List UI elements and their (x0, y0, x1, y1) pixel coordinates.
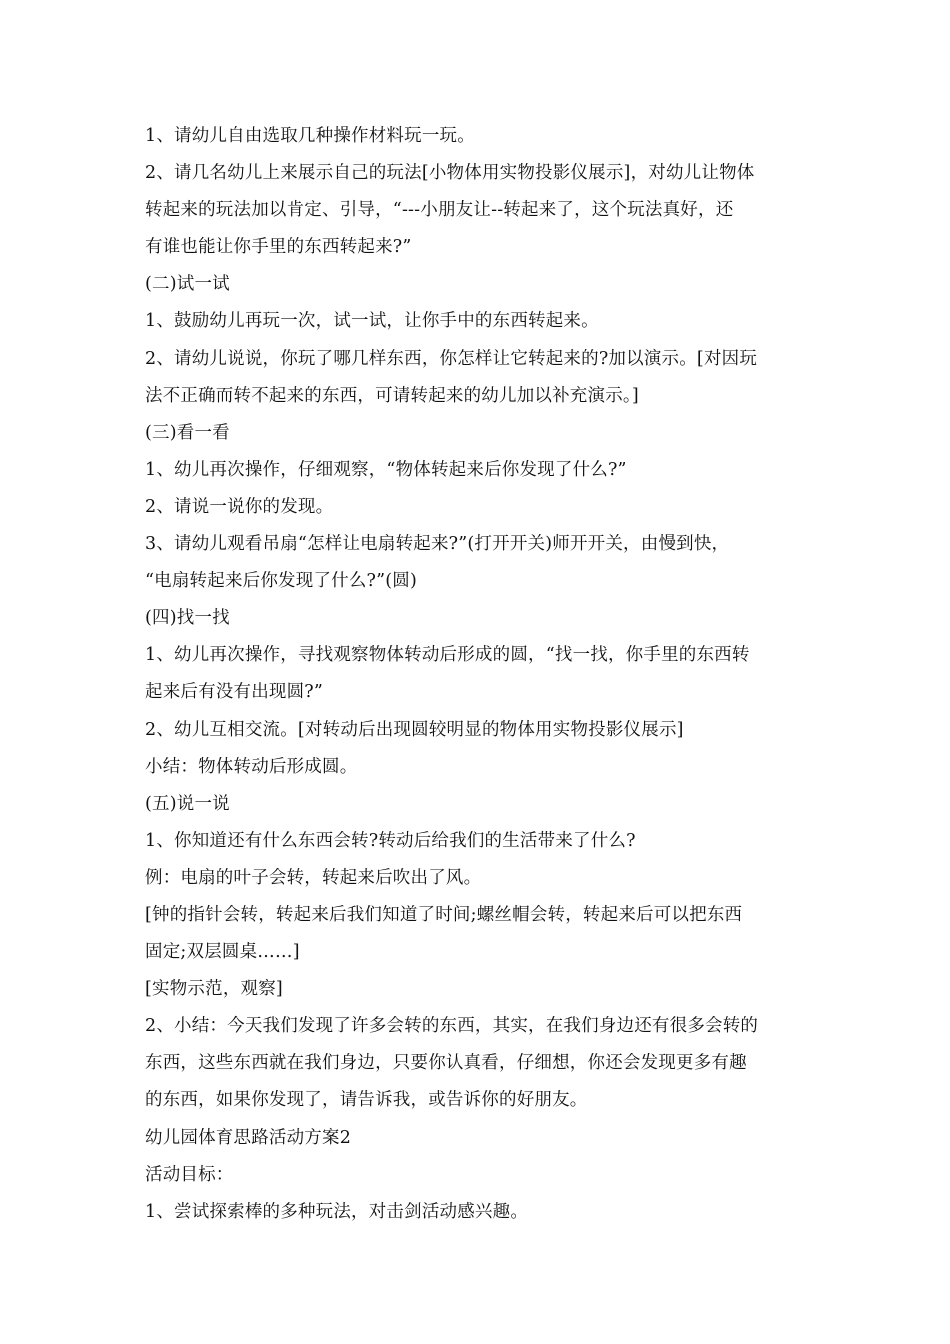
section-heading: (二)试一试 (145, 274, 230, 295)
text-line: [钟的指针会转，转起来后我们知道了时间;螺丝帽会转，转起来后可以把东西 (145, 904, 743, 925)
text-line: 1、幼儿再次操作，寻找观察物体转动后形成的圆，“找一找，你手里的东西转 (145, 645, 750, 666)
text-line: 3、请幼儿观看吊扇“怎样让电扇转起来?”(打开开关)师开开关，由慢到快， (145, 534, 730, 555)
text-line: 2、幼儿互相交流。[对转动后出现圆较明显的物体用实物投影仪展示] (145, 719, 684, 740)
text-line: “电扇转起来后你发现了什么?”(圆) (145, 571, 418, 592)
text-line: 2、请说一说你的发现。 (145, 496, 334, 517)
text-line: 1、请幼儿自由选取几种操作材料玩一玩。 (145, 126, 475, 146)
document-title: 幼儿园体育思路活动方案2 (145, 1127, 352, 1148)
text-line: 固定;双层圆桌……] (145, 942, 300, 963)
text-line: 的东西，如果你发现了，请告诉我，或告诉你的好朋友。 (145, 1090, 588, 1111)
text-line: 起来后有没有出现圆?” (145, 682, 324, 703)
text-line: [实物示范，观察] (145, 979, 283, 1000)
text-line: 法不正确而转不起来的东西，可请转起来的幼儿加以补充演示。] (145, 385, 639, 406)
text-line: 东西，这些东西就在我们身边，只要你认真看，仔细想，你还会发现更多有趣 (145, 1053, 747, 1074)
text-line: 1、尝试探索棒的多种玩法，对击剑活动感兴趣。 (145, 1201, 529, 1222)
text-line: 2、请几名幼儿上来展示自己的玩法[小物体用实物投影仪展示]，对幼儿让物体 (145, 163, 755, 184)
text-line: 2、小结：今天我们发现了许多会转的东西，其实，在我们身边还有很多会转的 (145, 1016, 759, 1037)
section-heading: 活动目标： (145, 1164, 234, 1185)
document-body (145, 118, 810, 1231)
text-line: 转起来的玩法加以肯定、引导，“---小朋友让--转起来了，这个玩法真好，还 (145, 200, 734, 221)
text-line: 小结：物体转动后形成圆。 (145, 756, 358, 777)
section-heading: (四)找一找 (145, 608, 230, 629)
text-line: 例：电扇的叶子会转，转起来后吹出了风。 (145, 867, 482, 888)
text-line: 1、鼓励幼儿再玩一次，试一试，让你手中的东西转起来。 (145, 311, 599, 332)
text-line: 有谁也能让你手里的东西转起来?” (145, 237, 412, 258)
section-heading: (五)说一说 (145, 793, 230, 814)
section-heading: (三)看一看 (145, 422, 230, 443)
text-line: 1、你知道还有什么东西会转?转动后给我们的生活带来了什么? (145, 830, 636, 851)
text-line: 2、请幼儿说说，你玩了哪几样东西，你怎样让它转起来的?加以演示。[对因玩 (145, 348, 758, 369)
text-line: 1、幼儿再次操作，仔细观察，“物体转起来后你发现了什么?” (145, 459, 627, 480)
